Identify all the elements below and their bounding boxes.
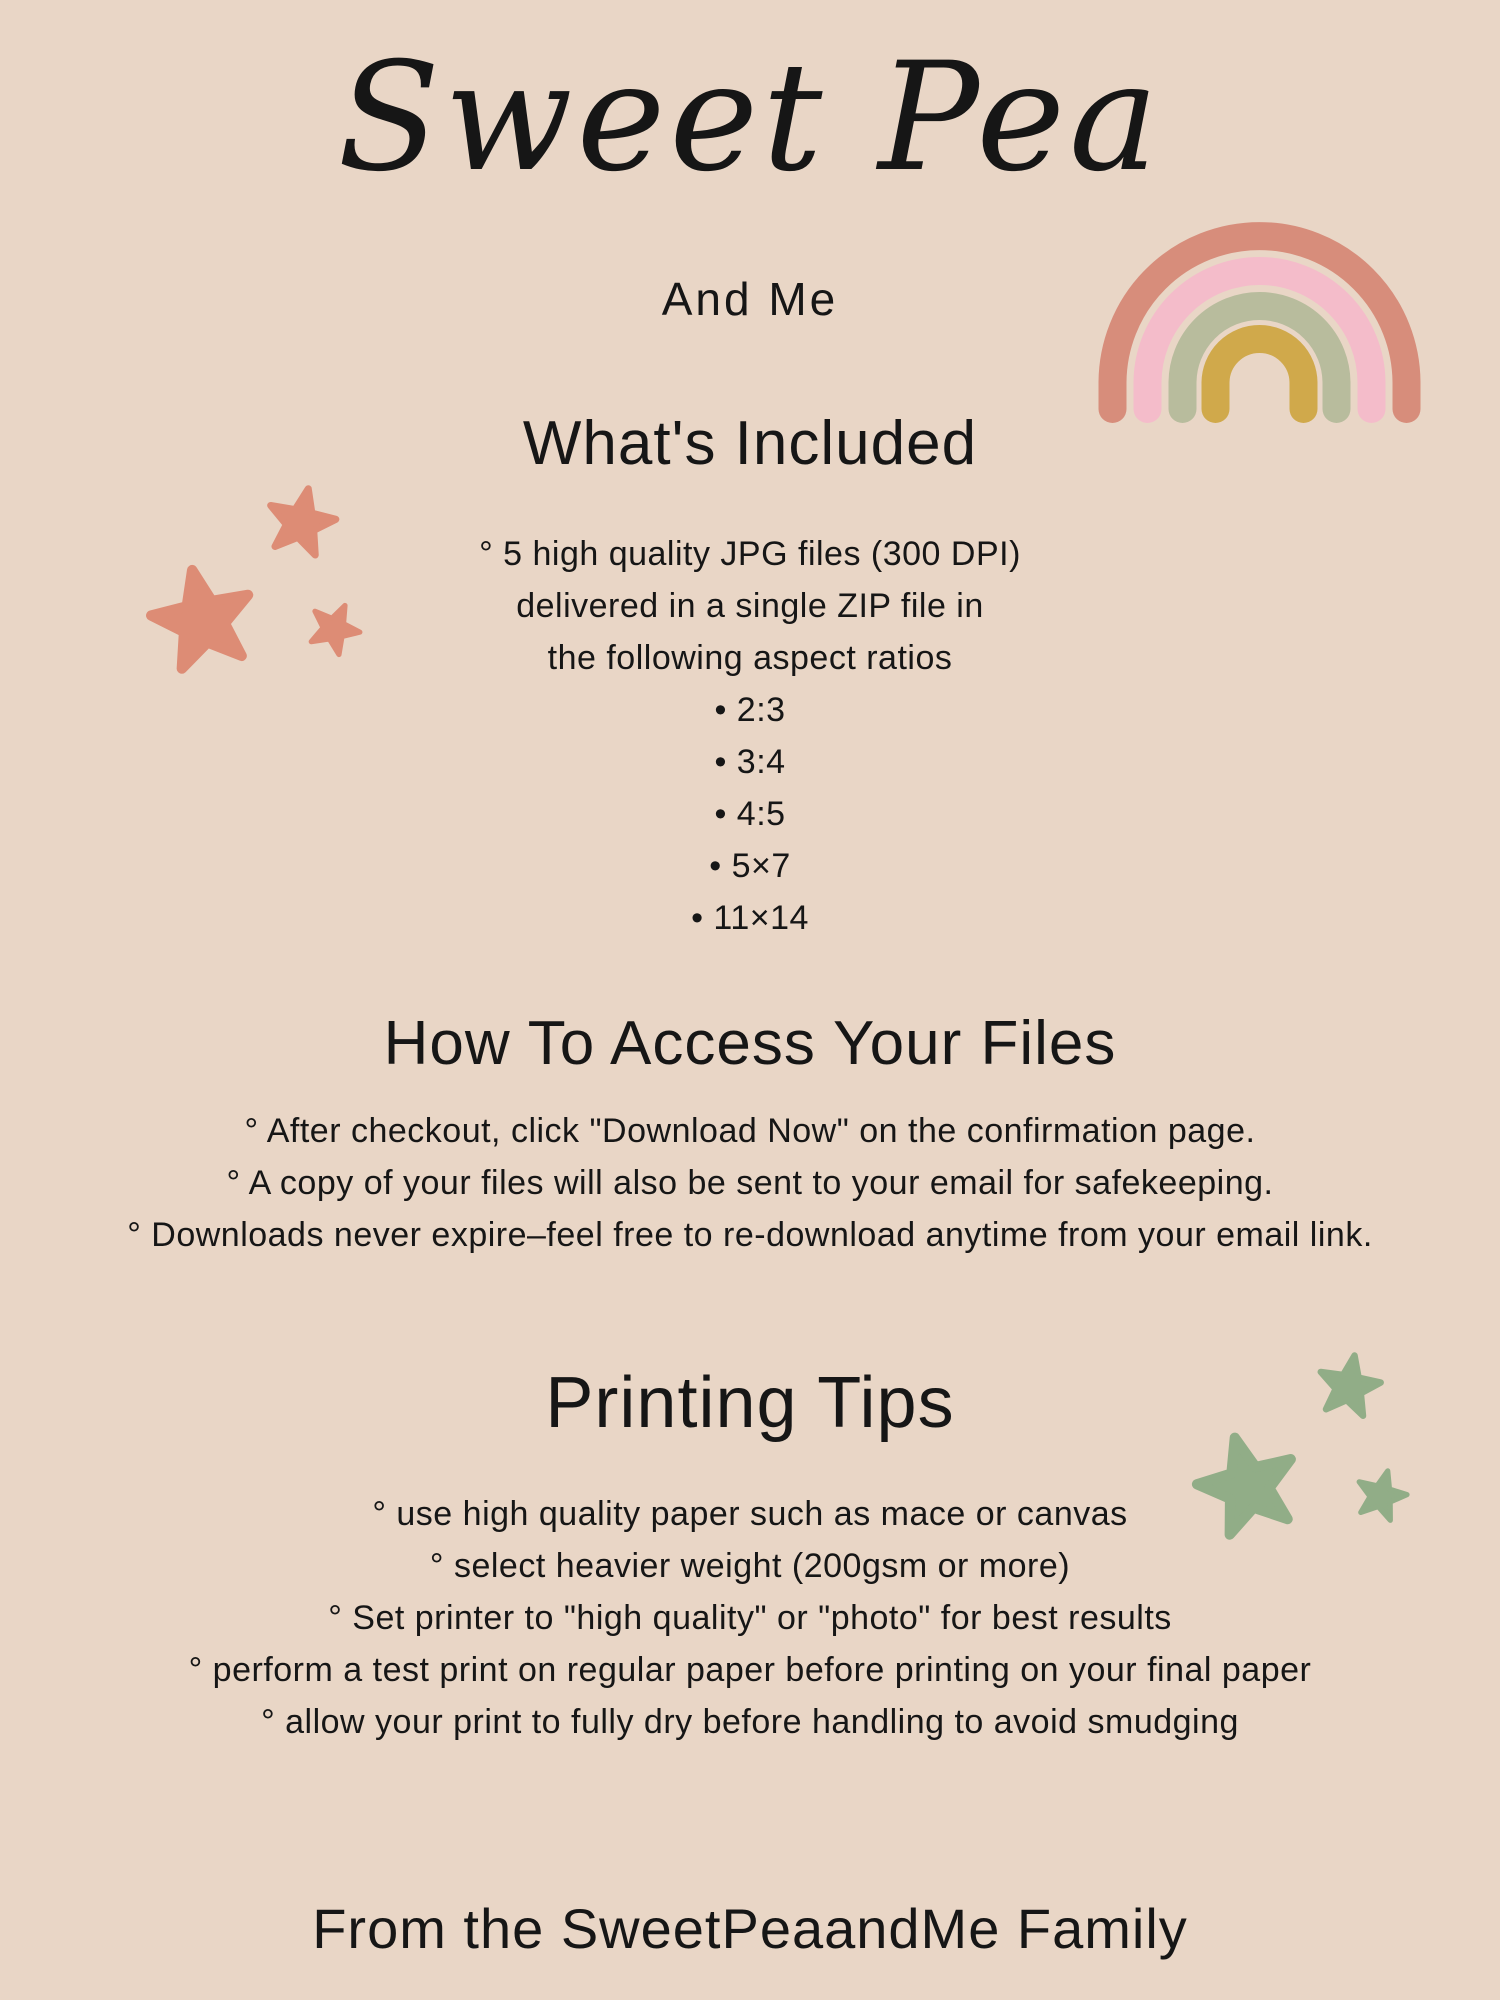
printing-body (0, 1488, 1500, 1748)
ratio-item: • 5×7 (709, 847, 791, 885)
printing-line: ° allow your print to fully dry before handling to avoid smudging (261, 1703, 1239, 1741)
access-title: How To Access Your Files (383, 1009, 1117, 1078)
included-body (0, 528, 1500, 944)
access-body (0, 1105, 1500, 1261)
printing-line: ° perform a test print on regular paper before printing on your final paper (188, 1651, 1312, 1689)
ratio-item: • 11×14 (691, 899, 809, 937)
logo-subtitle: And Me (661, 273, 839, 325)
included-line: ° 5 high quality JPG files (300 DPI) (479, 535, 1021, 573)
printing-line: ° select heavier weight (200gsm or more) (429, 1547, 1071, 1585)
printing-title: Printing Tips (545, 1363, 955, 1443)
ratio-item: • 4:5 (714, 795, 786, 833)
logo-script-text: Sweet Pea (337, 31, 1163, 205)
ratio-item: • 2:3 (714, 691, 786, 729)
included-line: delivered in a single ZIP file in (516, 587, 984, 625)
included-line: the following aspect ratios (547, 639, 953, 677)
rainbow-arc-mustard (1216, 339, 1304, 409)
printing-line: ° Set printer to "high quality" or "photo" for best results (328, 1599, 1172, 1637)
access-line: ° Downloads never expire–feel free to re-download anytime from your email link. (127, 1216, 1373, 1254)
access-line: ° A copy of your files will also be sent to your email for safekeeping. (226, 1164, 1274, 1202)
printing-line: ° use high quality paper such as mace or canvas (372, 1495, 1128, 1533)
ratio-item: • 3:4 (714, 743, 786, 781)
footer-text: From the SweetPeaandMe Family (312, 1897, 1188, 1960)
included-title: What's Included (522, 409, 978, 478)
access-line: ° After checkout, click "Download Now" on the confirmation page. (244, 1112, 1256, 1150)
